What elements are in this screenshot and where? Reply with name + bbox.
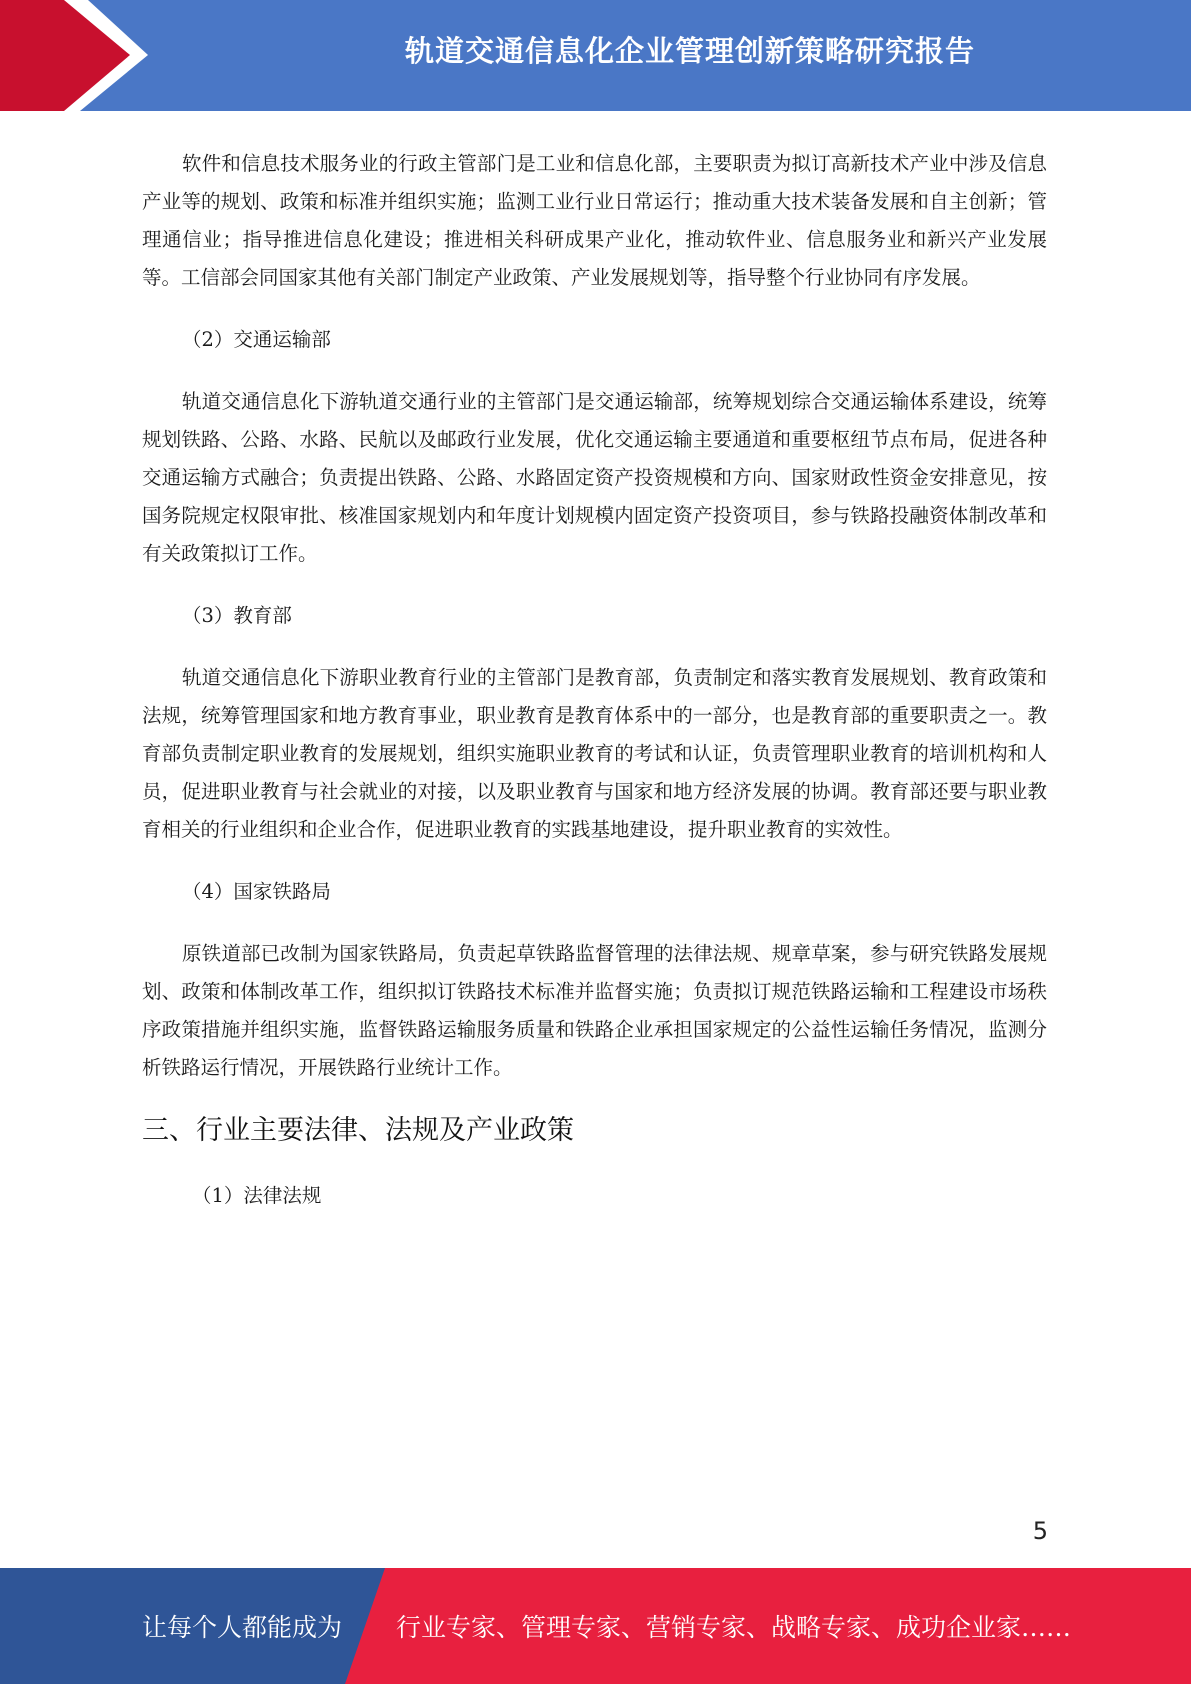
paragraph-education: 轨道交通信息化下游职业教育行业的主管部门是教育部，负责制定和落实教育发展规划、教育政策和法规，统筹管理国家和地方教育事业，职业教育是教育体系中的一部分，也是教育部的重要职责之一。教育部负责制定职业教育的发展规划，组织实施职业教育的考试和认证，负责管理职业教育的培训机构和人员，促进职业教育与社会就业的对接，以及职业教育与国家和地方经济发展的协调。教育部还要与职业教育相关的行业组织和企业合作，促进职业教育的实践基地建设，提升职业教育的实效性。 bbox=[142, 666, 1047, 841]
section-title: 三、行业主要法律、法规及产业政策 bbox=[142, 1115, 574, 1146]
page-number: 5 bbox=[1032, 1517, 1048, 1545]
footer-slogan-left: 让每个人都能成为 bbox=[142, 1613, 343, 1642]
page-header bbox=[0, 0, 1191, 111]
document-title: 轨道交通信息化企业管理创新策略研究报告 bbox=[404, 34, 975, 68]
subheading-laws: （1）法律法规 bbox=[192, 1184, 322, 1207]
subheading-railway: （4）国家铁路局 bbox=[182, 880, 331, 903]
paragraph-miit: 软件和信息技术服务业的行政主管部门是工业和信息化部，主要职责为拟订高新技术产业中涉及信息产业等的规划、政策和标准并组织实施；监测工业行业日常运行；推动重大技术装备发展和自主创新；管理通信业；指导推进信息化建设；推进相关科研成果产业化，推动软件业、信息服务业和新兴产业发展等。工信部会同国家其他有关部门制定产业政策、产业发展规划等，指导整个行业协同有序发展。 bbox=[142, 152, 1047, 289]
paragraph-transport: 轨道交通信息化下游轨道交通行业的主管部门是交通运输部，统筹规划综合交通运输体系建设，统筹规划铁路、公路、水路、民航以及邮政行业发展，优化交通运输主要通道和重要枢纽节点布局，促进各种交通运输方式融合；负责提出铁路、公路、水路固定资产投资规模和方向、国家财政性资金安排意见，按国务院规定权限审批、核准国家规划内和年度计划规模内固定资产投资项目，参与铁路投融资体制改革和有关政策拟订工作。 bbox=[142, 390, 1047, 565]
subheading-transport: （2）交通运输部 bbox=[182, 328, 331, 351]
footer-slogan-right: 行业专家、管理专家、营销专家、战略专家、成功企业家…… bbox=[396, 1613, 1072, 1642]
paragraph-railway: 原铁道部已改制为国家铁路局，负责起草铁路监督管理的法律法规、规章草案，参与研究铁路发展规划、政策和体制改革工作，组织拟订铁路技术标准并监督实施；负责拟订规范铁路运输和工程建设市场秩序政策措施并组织实施，监督铁路运输服务质量和铁路企业承担国家规定的公益性运输任务情况，监测分析铁路运行情况，开展铁路行业统计工作。 bbox=[142, 942, 1047, 1079]
page-content bbox=[142, 145, 1047, 1239]
subheading-education: （3）教育部 bbox=[182, 604, 292, 627]
page-footer bbox=[0, 1568, 1191, 1684]
